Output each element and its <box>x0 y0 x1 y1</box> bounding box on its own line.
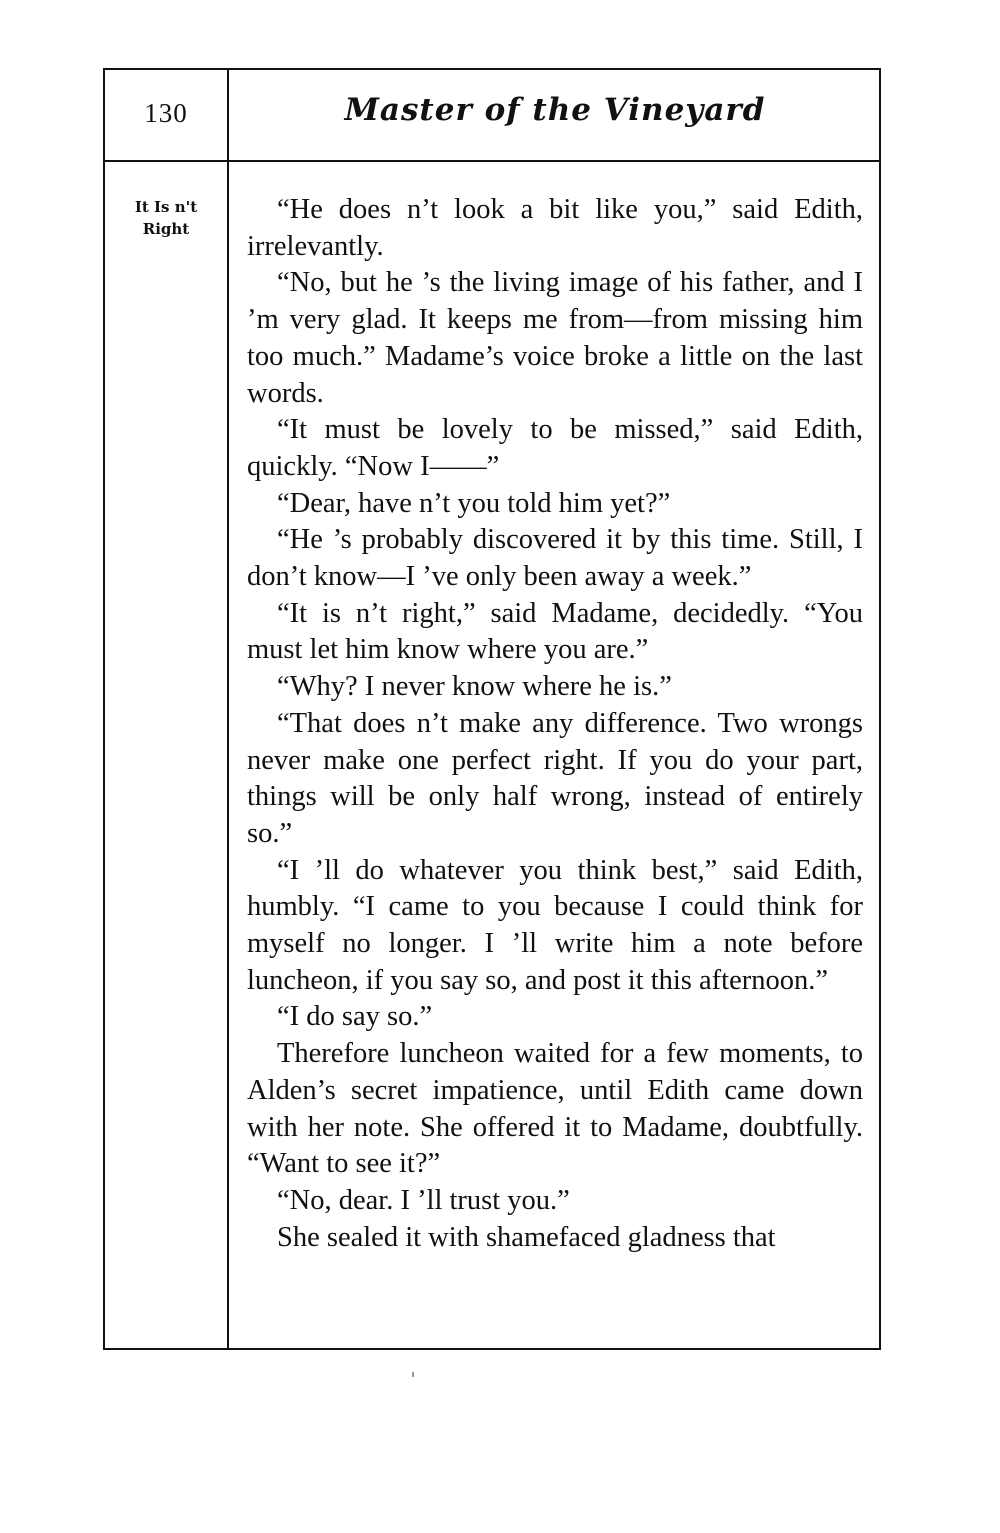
paragraph: “Why? I never know where he is.” <box>277 671 672 703</box>
paragraph: “Dear, have n’t you told him yet?” <box>277 487 671 519</box>
margin-note <box>105 196 227 240</box>
paragraph: “I ’ll do whatever you think best,” said Edith, humbly. “I came to you because I could think for myself no longer. I ’ll write him a note before luncheon, if you say so, and post it this afternoon.” <box>247 854 863 996</box>
paragraph: “He does n’t look a bit like you,” said Edith, irrelevantly. <box>247 194 863 262</box>
paragraph: “No, dear. I ’ll trust you.” <box>277 1184 570 1216</box>
paragraph: “He ’s probably discovered it by this time. Still, I don’t know—I ’ve only been away a week.” <box>247 524 863 593</box>
margin-note-line: Right <box>142 220 190 238</box>
header-divider <box>105 160 879 162</box>
paragraph: “It must be lovely to be missed,” said Edith, quickly. “Now I——” <box>247 414 863 482</box>
paragraph: “No, but he ’s the living image of his father, and I ’m very glad. It keeps me from—from missing him too much.” Madame’s voice broke a little on the last words. <box>247 267 863 409</box>
running-title: Master of the Vineyard <box>344 92 766 128</box>
ink-speck <box>412 1372 414 1377</box>
paragraph-last-line: She sealed it with shamefaced gladness that <box>277 1221 776 1253</box>
paragraph: Therefore luncheon waited for a few moments, to Alden’s secret impatience, until Edith came down with her note. She offered it to Madame, doubtfully. “Want to see it?” <box>247 1038 863 1180</box>
paragraph: “That does n’t make any difference. Two wrongs never make one perfect right. If you do your part, things will be only half wrong, instead of entirely so.” <box>247 707 863 849</box>
body-text <box>247 192 863 1256</box>
margin-divider <box>227 70 229 1348</box>
page-frame <box>103 68 881 1350</box>
paragraph: “It is n’t right,” said Madame, decidedly. “You must let him know where you are.” <box>247 597 863 666</box>
paragraph: “I do say so.” <box>277 1001 433 1033</box>
page-number: 130 <box>144 98 188 128</box>
margin-note-line: It Is n't <box>134 198 198 216</box>
